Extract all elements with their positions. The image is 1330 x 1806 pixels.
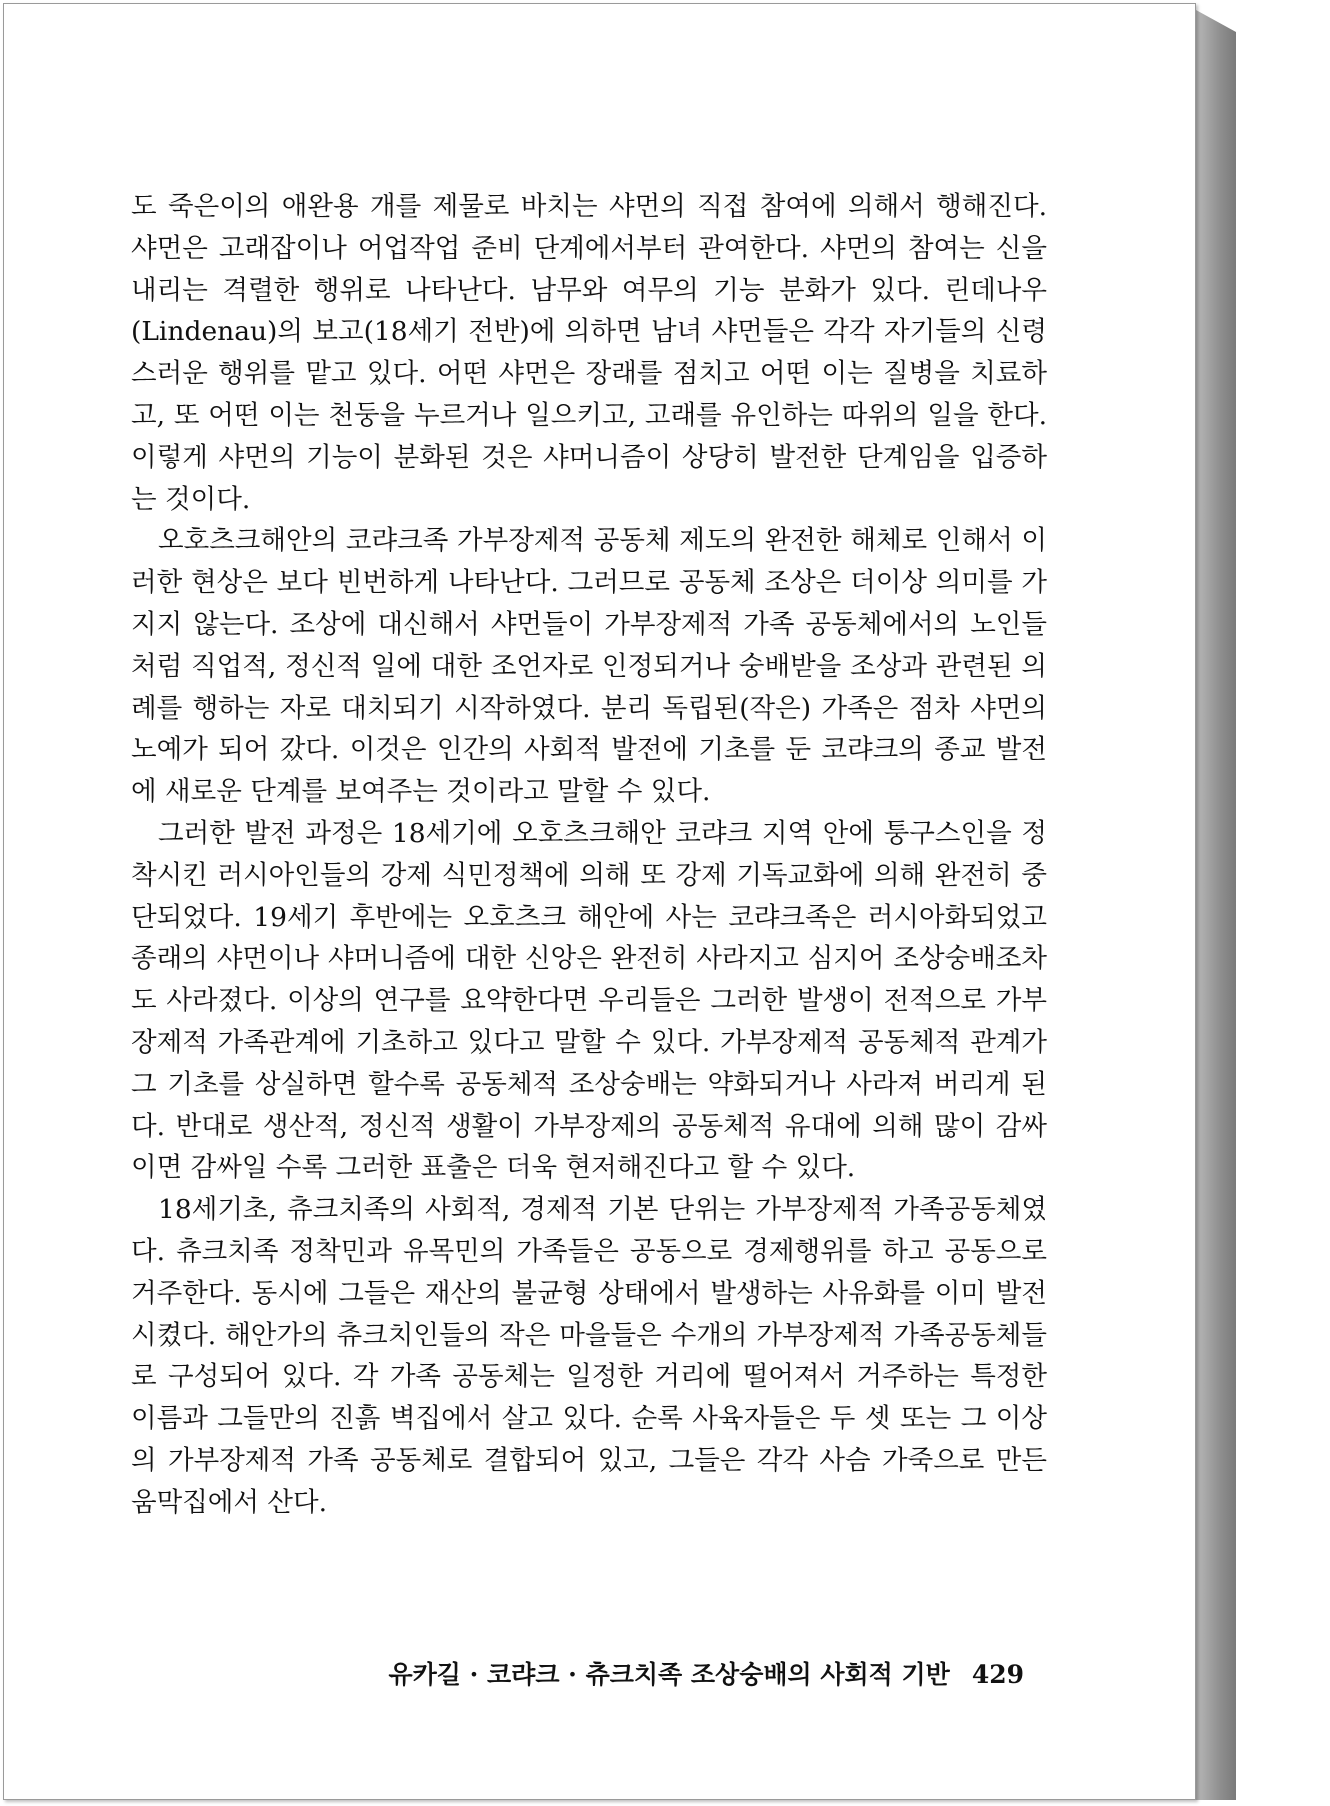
page-number: 429	[971, 1660, 1024, 1689]
book-page	[3, 3, 1196, 1800]
page-footer	[364, 1655, 1024, 1691]
page-stack-edge	[1196, 10, 1236, 1800]
body-text	[131, 186, 1047, 1524]
paragraph-3: 그러한 발전 과정은 18세기에 오호츠크해안 코랴크 지역 안에 퉁구스인을 정착시킨 러시아인들의 강제 식민정책에 의해 또 강제 기독교화에 의해 완전히 중단되었다. 19세기 후반에는 오호츠크 해안에 사는 코랴크족은 러시아화되었고 종래의 샤먼이나 샤머니즘에 대한 신앙은 완전히 사라지고 심지어 조상숭배조차도 사라졌다. 이상의 연구를 요약한다면 우리들은 그러한 발생이 전적으로 가부장제적 가족관계에 기초하고 있다고 말할 수 있다. 가부장제적 공동체적 관계가 그 기초를 상실하면 할수록 공동체적 조상숭배는 약화되거나 사라져 버리게 된다. 반대로 생산적, 정신적 생활이 가부장제의 공동체적 유대에 의해 많이 감싸이면 감싸일 수록 그러한 표출은 더욱 현저해진다고 할 수 있다.	[131, 817, 1047, 1184]
running-title: 유카길 · 코랴크 · 츄크치족 조상숭배의 사회적 기반	[388, 1660, 950, 1689]
paragraph-1: 도 죽은이의 애완용 개를 제물로 바치는 샤먼의 직접 참여에 의해서 행해진다. 샤먼은 고래잡이나 어업작업 준비 단계에서부터 관여한다. 샤먼의 참여는 신을 내리는 격렬한 행위로 나타난다. 남무와 여무의 기능 분화가 있다. 린데나우(Lindenau)의 보고(18세기 전반)에 의하면 남녀 샤먼들은 각각 자기들의 신령스러운 행위를 맡고 있다. 어떤 샤먼은 장래를 점치고 어떤 이는 질병을 치료하고, 또 어떤 이는 천둥을 누르거나 일으키고, 고래를 유인하는 따위의 일을 한다. 이렇게 샤먼의 기능이 분화된 것은 샤머니즘이 상당히 발전한 단계임을 입증하는 것이다.	[131, 191, 1047, 515]
paragraph-4: 18세기초, 츄크치족의 사회적, 경제적 기본 단위는 가부장제적 가족공동체였다. 츄크치족 정착민과 유목민의 가족들은 공동으로 경제행위를 하고 공동으로 거주한다. 동시에 그들은 재산의 불균형 상태에서 발생하는 사유화를 이미 발전시켰다. 해안가의 츄크치인들의 작은 마을들은 수개의 가부장제적 가족공동체들로 구성되어 있다. 각 가족 공동체는 일정한 거리에 떨어져서 거주하는 특정한 이름과 그들만의 진흙 벽집에서 살고 있다. 순록 사육자들은 두 셋 또는 그 이상의 가부장제적 가족 공동체로 결합되어 있고, 그들은 각각 사슴 가죽으로 만든 움막집에서 산다.	[131, 1194, 1047, 1518]
paragraph-2: 오호츠크해안의 코랴크족 가부장제적 공동체 제도의 완전한 해체로 인해서 이러한 현상은 보다 빈번하게 나타난다. 그러므로 공동체 조상은 더이상 의미를 가지지 않는다. 조상에 대신해서 샤먼들이 가부장제적 가족 공동체에서의 노인들처럼 직업적, 정신적 일에 대한 조언자로 인정되거나 숭배받을 조상과 관련된 의례를 행하는 자로 대치되기 시작하였다. 분리 독립된(작은) 가족은 점차 샤먼의 노예가 되어 갔다. 이것은 인간의 사회적 발전에 기초를 둔 코랴크의 종교 발전에 새로운 단계를 보여주는 것이라고 말할 수 있다.	[131, 525, 1047, 808]
